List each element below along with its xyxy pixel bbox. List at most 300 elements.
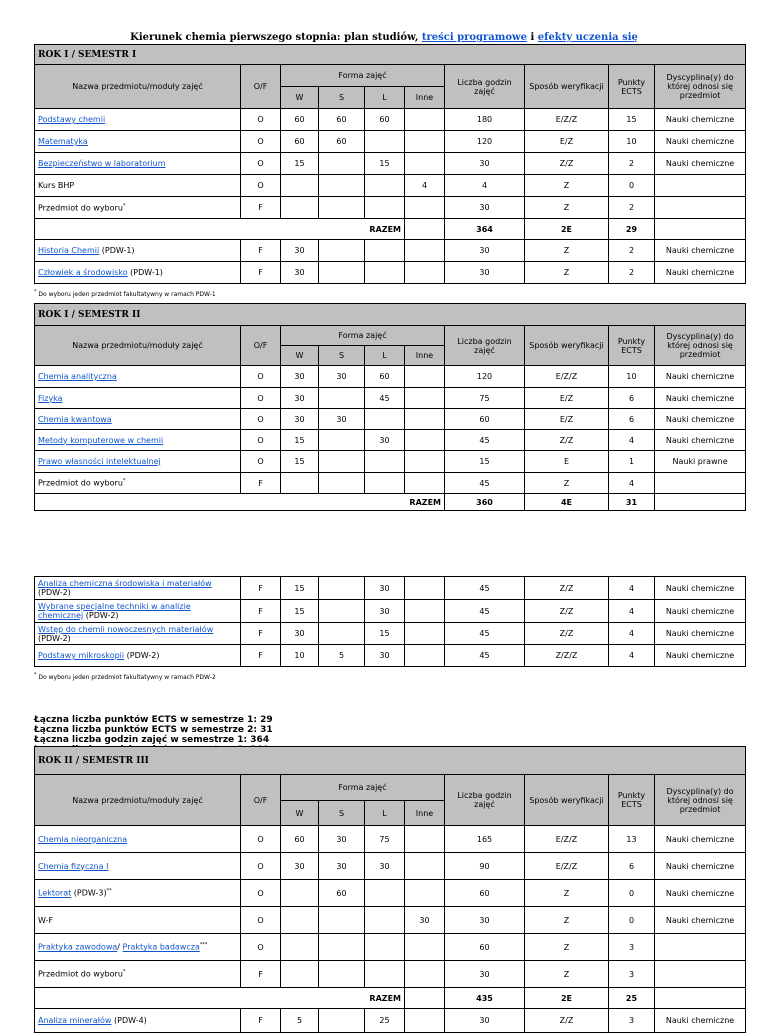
- cell-inne: [405, 262, 445, 284]
- cell-hours: 45: [445, 645, 525, 667]
- cell-s: 60: [319, 109, 365, 131]
- total-label: RAZEM: [35, 219, 405, 240]
- course-link[interactable]: Metody komputerowe w chemii: [38, 435, 164, 445]
- summary-line: Łączna liczba godzin zajęć w semestrze 1: 364: [34, 735, 270, 745]
- cell-l: [365, 175, 405, 197]
- cell-w: [281, 907, 319, 934]
- footnote-mark: *: [122, 478, 126, 485]
- cell-verif: Z/Z: [525, 577, 609, 600]
- cell-verif: E/Z/Z: [525, 366, 609, 388]
- cell-disc: Nauki chemiczne: [655, 409, 746, 430]
- total-label: RAZEM: [35, 988, 405, 1009]
- table-row: [35, 388, 746, 409]
- cell-l: 75: [365, 826, 405, 853]
- table-row: [35, 153, 746, 175]
- course-link[interactable]: Wybrane specjalne techniki w analizie: [38, 602, 191, 611]
- cell-verif: Z/Z: [525, 600, 609, 623]
- cell-disc: Nauki chemiczne: [655, 131, 746, 153]
- col-header-inne: Inne: [405, 87, 445, 109]
- cell-empty: [405, 988, 445, 1009]
- cell-of: F: [241, 961, 281, 988]
- cell-inne: 30: [405, 907, 445, 934]
- cell-s: 60: [319, 131, 365, 153]
- cell-hours: 45: [445, 473, 525, 494]
- cell-of: O: [241, 175, 281, 197]
- cell-l: 30: [365, 430, 405, 451]
- table-row: [35, 907, 746, 934]
- total-verif: 4E: [525, 494, 609, 511]
- total-hours: 360: [445, 494, 525, 511]
- course-link[interactable]: Chemia fizyczna I: [38, 861, 109, 871]
- col-header-name: Nazwa przedmiotu/moduły zajęć: [35, 326, 241, 366]
- table-row: [35, 240, 746, 262]
- table-row: [35, 645, 746, 667]
- cell-w: 15: [281, 430, 319, 451]
- cell-of: O: [241, 109, 281, 131]
- link-tresci-programowe[interactable]: treści programowe: [421, 32, 528, 43]
- cell-hours: 45: [445, 577, 525, 600]
- cell-ects: 0: [609, 175, 655, 197]
- cell-verif: Z: [525, 240, 609, 262]
- cell-s: [319, 388, 365, 409]
- cell-inne: [405, 1009, 445, 1033]
- course-link[interactable]: Wstęp do chemii nowoczesnych materiałów: [38, 624, 214, 634]
- table-semester-2: [34, 303, 746, 511]
- course-group: (PDW-2): [38, 588, 71, 597]
- cell-s: 5: [319, 645, 365, 667]
- cell-hours: 45: [445, 623, 525, 645]
- cell-ects: 6: [609, 388, 655, 409]
- course-link[interactable]: Praktyka zawodowa: [38, 942, 118, 952]
- cell-hours: 180: [445, 109, 525, 131]
- cell-w: 30: [281, 388, 319, 409]
- cell-l: 30: [365, 577, 405, 600]
- cell-s: 30: [319, 409, 365, 430]
- cell-hours: 120: [445, 366, 525, 388]
- course-link[interactable]: Człowiek a środowisko: [38, 268, 128, 277]
- col-header-l: L: [365, 801, 405, 826]
- cell-inne: [405, 366, 445, 388]
- cell-l: 60: [365, 109, 405, 131]
- course-link[interactable]: Podstawy chemii: [38, 115, 106, 124]
- cell-of: O: [241, 907, 281, 934]
- cell-of: O: [241, 366, 281, 388]
- col-header-disc: Dyscyplina(y) do której odnosi się przedmiot: [655, 775, 746, 826]
- cell-l: 30: [365, 853, 405, 880]
- total-ects: 31: [609, 494, 655, 511]
- cell-verif: Z: [525, 907, 609, 934]
- col-header-of: O/F: [241, 65, 281, 109]
- course-group: (PDW-2): [38, 633, 71, 643]
- title-text: Kierunek chemia pierwszego stopnia: plan studiów,: [130, 32, 422, 43]
- table-semester-1: [34, 44, 746, 284]
- col-header-verif: Sposób weryfikacji: [525, 65, 609, 109]
- footnote: * Do wyboru jeden przedmiot fakultatywny w ramach PDW-2: [34, 672, 216, 681]
- col-header-disc: Dyscyplina(y) do której odnosi się przedmiot: [655, 326, 746, 366]
- cell-of: O: [241, 853, 281, 880]
- cell-disc: Nauki chemiczne: [655, 153, 746, 175]
- total-ects: 29: [609, 219, 655, 240]
- cell-s: [319, 907, 365, 934]
- total-hours: 364: [445, 219, 525, 240]
- col-header-name: Nazwa przedmiotu/moduły zajęć: [35, 65, 241, 109]
- cell-w: 30: [281, 853, 319, 880]
- course-link[interactable]: Analiza minerałów: [38, 1016, 112, 1025]
- cell-s: [319, 600, 365, 623]
- cell-of: F: [241, 197, 281, 219]
- cell-verif: Z: [525, 262, 609, 284]
- cell-hours: 60: [445, 934, 525, 961]
- course-link[interactable]: Chemia kwantowa: [38, 414, 112, 424]
- cell-s: [319, 577, 365, 600]
- cell-w: 15: [281, 153, 319, 175]
- cell-of: F: [241, 473, 281, 494]
- cell-hours: 90: [445, 853, 525, 880]
- cell-hours: 45: [445, 430, 525, 451]
- cell-inne: [405, 131, 445, 153]
- col-header-name: Nazwa przedmiotu/moduły zajęć: [35, 775, 241, 826]
- cell-inne: 4: [405, 175, 445, 197]
- course-link[interactable]: Matematyka: [38, 137, 88, 146]
- title-conjunction: i: [527, 32, 538, 43]
- cell-ects: 4: [609, 645, 655, 667]
- cell-ects: 1: [609, 451, 655, 473]
- cell-hours: 30: [445, 961, 525, 988]
- cell-disc: Nauki chemiczne: [655, 1009, 746, 1033]
- cell-verif: Z: [525, 934, 609, 961]
- cell-empty: [655, 219, 746, 240]
- cell-inne: [405, 623, 445, 645]
- col-header-s: S: [319, 346, 365, 366]
- cell-hours: 30: [445, 907, 525, 934]
- cell-inne: [405, 645, 445, 667]
- course-group: (PDW-2): [124, 651, 160, 660]
- cell-l: [365, 934, 405, 961]
- cell-hours: 165: [445, 826, 525, 853]
- table-semester-2-electives: [34, 576, 746, 667]
- cell-of: F: [241, 262, 281, 284]
- table-row: [35, 262, 746, 284]
- cell-disc: [655, 473, 746, 494]
- total-verif: 2E: [525, 219, 609, 240]
- footnote-text: Do wyboru jeden przedmiot fakultatywny w ramach PDW-1: [36, 291, 216, 298]
- cell-l: [365, 880, 405, 907]
- course-name: [35, 473, 241, 494]
- cell-w: [281, 934, 319, 961]
- col-header-s: S: [319, 801, 365, 826]
- table-row: [35, 409, 746, 430]
- cell-w: 30: [281, 409, 319, 430]
- cell-of: O: [241, 451, 281, 473]
- cell-l: 60: [365, 366, 405, 388]
- cell-s: [319, 934, 365, 961]
- cell-of: F: [241, 577, 281, 600]
- cell-inne: [405, 409, 445, 430]
- cell-of: O: [241, 153, 281, 175]
- cell-s: [319, 623, 365, 645]
- cell-ects: 4: [609, 577, 655, 600]
- col-header-inne: Inne: [405, 346, 445, 366]
- course-link[interactable]: Podstawy mikroskopii: [38, 651, 125, 660]
- table-row: [35, 451, 746, 473]
- cell-s: [319, 430, 365, 451]
- cell-w: [281, 880, 319, 907]
- course-name: [35, 197, 241, 219]
- cell-disc: Nauki chemiczne: [655, 853, 746, 880]
- cell-inne: [405, 934, 445, 961]
- cell-disc: [655, 175, 746, 197]
- cell-disc: Nauki chemiczne: [655, 240, 746, 262]
- col-header-verif: Sposób weryfikacji: [525, 775, 609, 826]
- cell-ects: 3: [609, 1009, 655, 1033]
- cell-empty: [655, 988, 746, 1009]
- cell-hours: 120: [445, 131, 525, 153]
- link-efekty-uczenia[interactable]: efekty uczenia się: [537, 32, 638, 43]
- course-name-text: Przedmiot do wyboru: [38, 478, 123, 488]
- cell-verif: E/Z/Z: [525, 853, 609, 880]
- cell-w: [281, 175, 319, 197]
- cell-w: 10: [281, 645, 319, 667]
- cell-of: O: [241, 934, 281, 961]
- cell-verif: Z: [525, 473, 609, 494]
- total-label: RAZEM: [35, 494, 445, 511]
- footnote-text: Do wyboru jeden przedmiot fakultatywny w ramach PDW-2: [36, 674, 216, 681]
- cell-of: O: [241, 409, 281, 430]
- summary-line: Łączna liczba punktów ECTS w semestrze 1: 29: [34, 715, 273, 725]
- cell-w: [281, 961, 319, 988]
- cell-verif: Z: [525, 880, 609, 907]
- course-name-text: Przedmiot do wyboru: [38, 203, 123, 213]
- course-name-text: Przedmiot do wyboru: [38, 969, 123, 979]
- course-link-alt[interactable]: Praktyka badawcza: [122, 942, 200, 952]
- col-header-verif: Sposób weryfikacji: [525, 326, 609, 366]
- course-name: [35, 961, 241, 988]
- cell-of: F: [241, 623, 281, 645]
- cell-l: [365, 473, 405, 494]
- cell-l: [365, 240, 405, 262]
- cell-of: O: [241, 388, 281, 409]
- cell-s: [319, 451, 365, 473]
- cell-of: O: [241, 880, 281, 907]
- cell-disc: [655, 961, 746, 988]
- cell-l: [365, 197, 405, 219]
- table-row: [35, 366, 746, 388]
- cell-hours: 30: [445, 240, 525, 262]
- table-row: [35, 600, 746, 623]
- course-link[interactable]: Analiza chemiczna środowiska i materiałów: [38, 579, 212, 588]
- col-header-of: O/F: [241, 775, 281, 826]
- col-header-of: O/F: [241, 326, 281, 366]
- course-link[interactable]: Chemia analityczna: [38, 372, 117, 381]
- cell-l: [365, 409, 405, 430]
- course-link-cont[interactable]: chemicznej: [38, 611, 84, 620]
- cell-of: O: [241, 430, 281, 451]
- cell-ects: 0: [609, 880, 655, 907]
- cell-ects: 4: [609, 473, 655, 494]
- cell-ects: 6: [609, 409, 655, 430]
- cell-verif: Z/Z: [525, 623, 609, 645]
- cell-ects: 10: [609, 366, 655, 388]
- footnote-mark: ***: [199, 942, 208, 949]
- col-header-ects: Punkty ECTS: [609, 65, 655, 109]
- cell-l: 15: [365, 623, 405, 645]
- cell-disc: [655, 934, 746, 961]
- cell-s: [319, 153, 365, 175]
- course-link[interactable]: Bezpieczeństwo w laboratorium: [38, 159, 166, 168]
- semester-title: ROK II / SEMESTR III: [35, 747, 746, 775]
- cell-s: [319, 473, 365, 494]
- course-link[interactable]: Chemia nieorganiczna: [38, 834, 128, 844]
- table-row: [35, 853, 746, 880]
- cell-verif: E/Z/Z: [525, 109, 609, 131]
- cell-s: 30: [319, 853, 365, 880]
- col-header-forma: Forma zajęć: [281, 326, 445, 346]
- cell-verif: E/Z: [525, 131, 609, 153]
- cell-inne: [405, 600, 445, 623]
- cell-inne: [405, 240, 445, 262]
- cell-of: F: [241, 600, 281, 623]
- cell-s: 60: [319, 880, 365, 907]
- cell-w: 60: [281, 826, 319, 853]
- total-hours: 435: [445, 988, 525, 1009]
- cell-verif: Z/Z: [525, 1009, 609, 1033]
- cell-s: [319, 961, 365, 988]
- table-row: [35, 175, 746, 197]
- summary-line: Łączna liczba punktów ECTS w semestrze 2: 31: [34, 725, 273, 735]
- cell-disc: Nauki chemiczne: [655, 577, 746, 600]
- cell-w: 15: [281, 600, 319, 623]
- cell-inne: [405, 826, 445, 853]
- table-row: [35, 826, 746, 853]
- cell-w: 30: [281, 623, 319, 645]
- cell-ects: 13: [609, 826, 655, 853]
- total-verif: 2E: [525, 988, 609, 1009]
- cell-of: F: [241, 240, 281, 262]
- cell-disc: Nauki prawne: [655, 451, 746, 473]
- cell-ects: 4: [609, 623, 655, 645]
- semester-title: ROK I / SEMESTR I: [35, 45, 746, 65]
- course-link[interactable]: Historia Chemii: [38, 246, 100, 255]
- table-row: [35, 430, 746, 451]
- cell-w: 60: [281, 109, 319, 131]
- cell-verif: Z: [525, 961, 609, 988]
- cell-l: [365, 131, 405, 153]
- cell-s: [319, 197, 365, 219]
- cell-l: 30: [365, 600, 405, 623]
- cell-ects: 15: [609, 109, 655, 131]
- cell-hours: 4: [445, 175, 525, 197]
- cell-disc: Nauki chemiczne: [655, 262, 746, 284]
- table-row: [35, 197, 746, 219]
- col-header-disc: Dyscyplina(y) do której odnosi się przedmiot: [655, 65, 746, 109]
- cell-w: 5: [281, 1009, 319, 1033]
- total-row: [35, 988, 746, 1009]
- footnote: * Do wyboru jeden przedmiot fakultatywny w ramach PDW-1: [34, 289, 216, 298]
- cell-hours: 30: [445, 1009, 525, 1033]
- cell-empty: [405, 219, 445, 240]
- cell-w: [281, 473, 319, 494]
- cell-verif: Z: [525, 197, 609, 219]
- cell-ects: 2: [609, 240, 655, 262]
- cell-verif: Z: [525, 175, 609, 197]
- col-header-hours: Liczba godzin zajęć: [445, 326, 525, 366]
- cell-verif: Z/Z/Z: [525, 645, 609, 667]
- document-title: [0, 32, 768, 43]
- cell-ects: 4: [609, 430, 655, 451]
- col-header-w: W: [281, 346, 319, 366]
- cell-inne: [405, 197, 445, 219]
- separator: /: [117, 942, 123, 952]
- table-row: [35, 473, 746, 494]
- cell-l: 15: [365, 153, 405, 175]
- cell-disc: Nauki chemiczne: [655, 388, 746, 409]
- col-header-ects: Punkty ECTS: [609, 775, 655, 826]
- cell-l: 25: [365, 1009, 405, 1033]
- cell-ects: 10: [609, 131, 655, 153]
- cell-ects: 6: [609, 853, 655, 880]
- footnote-mark: **: [106, 888, 112, 895]
- cell-hours: 30: [445, 153, 525, 175]
- cell-l: 45: [365, 388, 405, 409]
- cell-inne: [405, 961, 445, 988]
- cell-inne: [405, 430, 445, 451]
- course-group: (PDW-4): [111, 1016, 147, 1025]
- cell-inne: [405, 880, 445, 907]
- col-header-hours: Liczba godzin zajęć: [445, 775, 525, 826]
- cell-s: [319, 175, 365, 197]
- col-header-ects: Punkty ECTS: [609, 326, 655, 366]
- col-header-l: L: [365, 87, 405, 109]
- footnote-mark: *: [122, 202, 126, 209]
- course-link[interactable]: Lektorat: [38, 888, 72, 898]
- cell-disc: Nauki chemiczne: [655, 366, 746, 388]
- cell-inne: [405, 473, 445, 494]
- cell-w: 15: [281, 451, 319, 473]
- cell-l: [365, 907, 405, 934]
- cell-ects: 3: [609, 961, 655, 988]
- col-header-forma: Forma zajęć: [281, 65, 445, 87]
- cell-s: 30: [319, 366, 365, 388]
- cell-inne: [405, 451, 445, 473]
- cell-disc: [655, 197, 746, 219]
- course-link[interactable]: Prawo własności intelektualnej: [38, 457, 161, 466]
- course-group: (PDW-1): [99, 246, 135, 255]
- cell-w: [281, 197, 319, 219]
- table-semester-3: [34, 746, 746, 1033]
- cell-disc: Nauki chemiczne: [655, 645, 746, 667]
- cell-of: F: [241, 1009, 281, 1033]
- course-group: (PDW-3): [71, 888, 107, 898]
- course-group: (PDW-1): [127, 268, 163, 277]
- course-name: Kurs BHP: [35, 175, 241, 197]
- cell-verif: E/Z: [525, 409, 609, 430]
- cell-hours: 45: [445, 600, 525, 623]
- cell-w: 30: [281, 366, 319, 388]
- course-link[interactable]: Fizyka: [38, 393, 63, 403]
- cell-of: O: [241, 131, 281, 153]
- total-row: [35, 219, 746, 240]
- cell-inne: [405, 109, 445, 131]
- cell-ects: 4: [609, 600, 655, 623]
- cell-ects: 0: [609, 907, 655, 934]
- cell-l: [365, 451, 405, 473]
- cell-s: [319, 262, 365, 284]
- cell-l: 30: [365, 645, 405, 667]
- cell-inne: [405, 153, 445, 175]
- table-row: [35, 109, 746, 131]
- cell-inne: [405, 853, 445, 880]
- cell-ects: 2: [609, 262, 655, 284]
